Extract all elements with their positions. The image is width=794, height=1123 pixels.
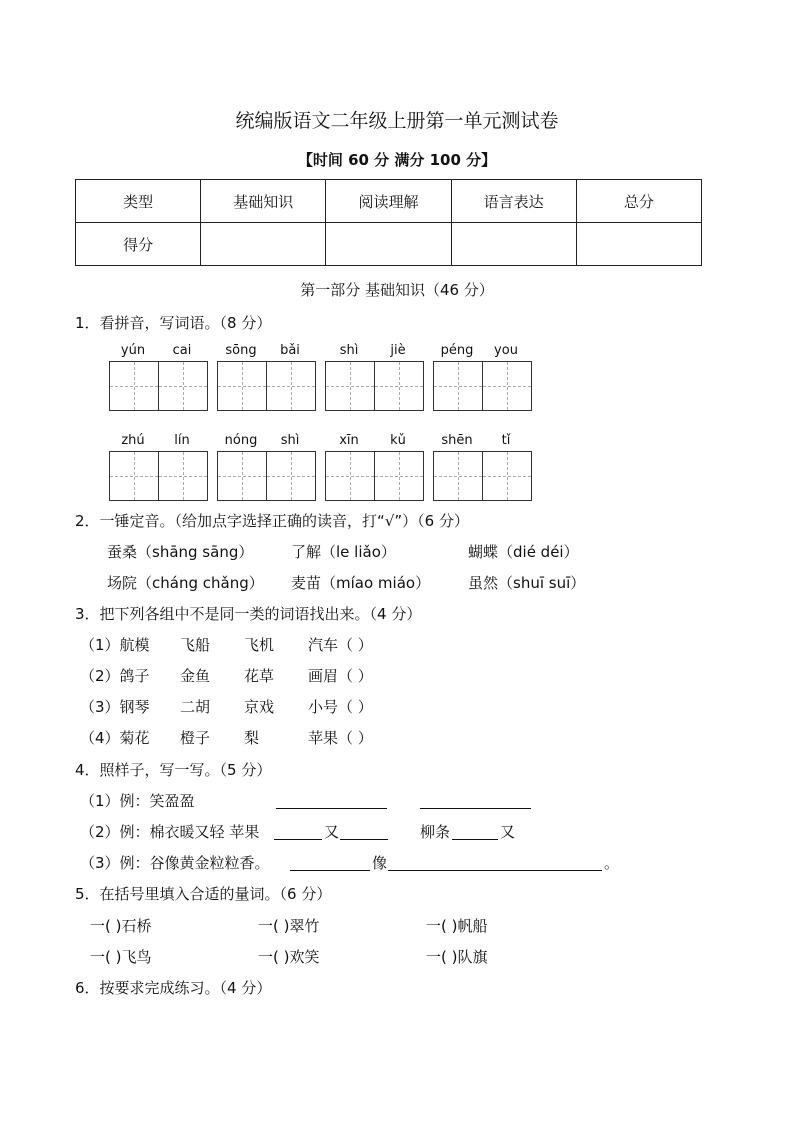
q1-pinyin: xīn [339, 433, 359, 448]
q3-answer-item[interactable]: 画眉（ ） [308, 667, 373, 685]
q1-writing-box[interactable] [158, 361, 208, 411]
score-cell-reading[interactable] [326, 223, 451, 266]
score-header-expression: 语言表达 [451, 180, 576, 223]
q1-writing-box[interactable] [374, 361, 424, 411]
q3-word: （3）钢琴 [80, 698, 150, 716]
q1-writing-box[interactable] [217, 451, 267, 501]
q3-answer-item[interactable]: 小号（ ） [308, 698, 373, 716]
score-table-header-row [76, 180, 702, 223]
q4-item2-you-2: 又 [500, 823, 516, 841]
q4-item3-example: （3）例：谷像黄金粒粒香。 [80, 854, 270, 872]
q2-title: 2．一锤定音。（给加点字选择正确的读音，打“√”）（6 分） [75, 512, 469, 530]
q5-item-1[interactable]: 一( )石桥 [90, 917, 152, 935]
q4-item1-blank-1[interactable] [276, 807, 387, 809]
q2-item-2: 了解（le liǎo） [291, 543, 396, 561]
q5-item-3[interactable]: 一( )帆船 [426, 917, 488, 935]
score-cell-total[interactable] [576, 223, 701, 266]
q3-word: 飞船 [180, 636, 211, 654]
q3-word: （4）菊花 [80, 729, 150, 747]
q4-item3-period: 。 [604, 854, 620, 872]
q1-pinyin: péng [440, 343, 474, 358]
q1-writing-box[interactable] [374, 451, 424, 501]
page-title: 统编版语文二年级上册第一单元测试卷 [235, 110, 559, 132]
q3-word: 花草 [244, 667, 275, 685]
q1-pinyin: sōng [225, 343, 257, 358]
q3-word: 橙子 [180, 729, 211, 747]
q3-word: 梨 [244, 729, 260, 747]
q1-writing-box[interactable] [433, 451, 483, 501]
q4-item2-blank-3[interactable] [452, 838, 498, 840]
score-row-label: 得分 [76, 223, 201, 266]
q1-writing-box[interactable] [217, 361, 267, 411]
q1-pinyin: bǎi [280, 343, 300, 358]
q4-item2-liutiao: 柳条 [420, 823, 451, 841]
q3-word: 金鱼 [180, 667, 211, 685]
q4-title: 4．照样子，写一写。（5 分） [75, 761, 272, 779]
q1-pinyin: nóng [224, 433, 258, 448]
q5-item-4[interactable]: 一( )飞鸟 [90, 948, 152, 966]
q5-item-6[interactable]: 一( )队旗 [426, 948, 488, 966]
score-cell-basic[interactable] [201, 223, 326, 266]
q1-pinyin: jiè [390, 343, 406, 358]
q3-word: 二胡 [180, 698, 211, 716]
q1-pinyin: cai [172, 343, 192, 358]
q3-word: 飞机 [244, 636, 275, 654]
q1-pinyin: tǐ [501, 433, 511, 448]
q1-writing-box[interactable] [482, 451, 532, 501]
q1-writing-box[interactable] [109, 361, 159, 411]
q5-item-5[interactable]: 一( )欢笑 [258, 948, 320, 966]
q4-item3-blank-2[interactable] [388, 869, 602, 871]
q4-item2-you-1: 又 [324, 823, 340, 841]
q3-word: （1）航模 [80, 636, 150, 654]
q1-writing-box[interactable] [433, 361, 483, 411]
score-header-total: 总分 [576, 180, 701, 223]
q2-item-3: 蝴蝶（dié déi） [468, 543, 579, 561]
q4-item2-blank-2[interactable] [340, 838, 388, 840]
q5-title: 5．在括号里填入合适的量词。（6 分） [75, 885, 332, 903]
q1-pinyin: shì [280, 433, 300, 448]
q3-title: 3．把下列各组中不是同一类的词语找出来。（4 分） [75, 605, 422, 623]
q1-pinyin: shēn [441, 433, 473, 448]
score-table [75, 179, 702, 266]
q3-word: 京戏 [244, 698, 275, 716]
q1-writing-box[interactable] [158, 451, 208, 501]
q4-item2-example: （2）例：棉衣暖又轻 苹果 [80, 823, 260, 841]
score-table-score-row [76, 223, 702, 266]
q1-writing-box[interactable] [482, 361, 532, 411]
q1-pinyin: zhú [121, 433, 145, 448]
q1-writing-box[interactable] [266, 361, 316, 411]
q1-pinyin: lín [174, 433, 190, 448]
q6-title: 6．按要求完成练习。（4 分） [75, 979, 272, 997]
q1-title: 1．看拼音，写词语。（8 分） [75, 314, 272, 332]
q1-writing-box[interactable] [325, 361, 375, 411]
q4-item1-example: （1）例：笑盈盈 [80, 792, 195, 810]
q1-pinyin: kǔ [390, 433, 406, 448]
q1-writing-box[interactable] [109, 451, 159, 501]
q4-item2-blank-1[interactable] [274, 838, 322, 840]
q3-answer-item[interactable]: 苹果（ ） [308, 729, 373, 747]
q3-answer-item[interactable]: 汽车（ ） [308, 636, 373, 654]
score-header-type: 类型 [76, 180, 201, 223]
score-cell-expression[interactable] [451, 223, 576, 266]
q4-item3-xiang: 像 [372, 854, 388, 872]
q3-word: （2）鸽子 [80, 667, 150, 685]
q1-writing-box[interactable] [266, 451, 316, 501]
score-header-reading: 阅读理解 [326, 180, 451, 223]
score-header-basic: 基础知识 [201, 180, 326, 223]
q2-item-5: 麦苗（míao miáo） [291, 574, 431, 592]
q1-pinyin: shì [339, 343, 359, 358]
q2-item-4: 场院（cháng chǎng） [107, 574, 264, 592]
q2-item-1: 蚕桑（shāng sāng） [107, 543, 254, 561]
q1-writing-box[interactable] [325, 451, 375, 501]
q5-item-2[interactable]: 一( )翠竹 [258, 917, 320, 935]
exam-info: 【时间 60 分 满分 100 分】 [297, 151, 497, 169]
q4-item1-blank-2[interactable] [420, 807, 531, 809]
q1-pinyin: you [494, 343, 518, 358]
part1-title: 第一部分 基础知识（46 分） [300, 281, 494, 299]
q2-item-6: 虽然（shuī suī） [468, 574, 586, 592]
q1-pinyin: yún [120, 343, 146, 358]
q4-item3-blank-1[interactable] [290, 869, 370, 871]
